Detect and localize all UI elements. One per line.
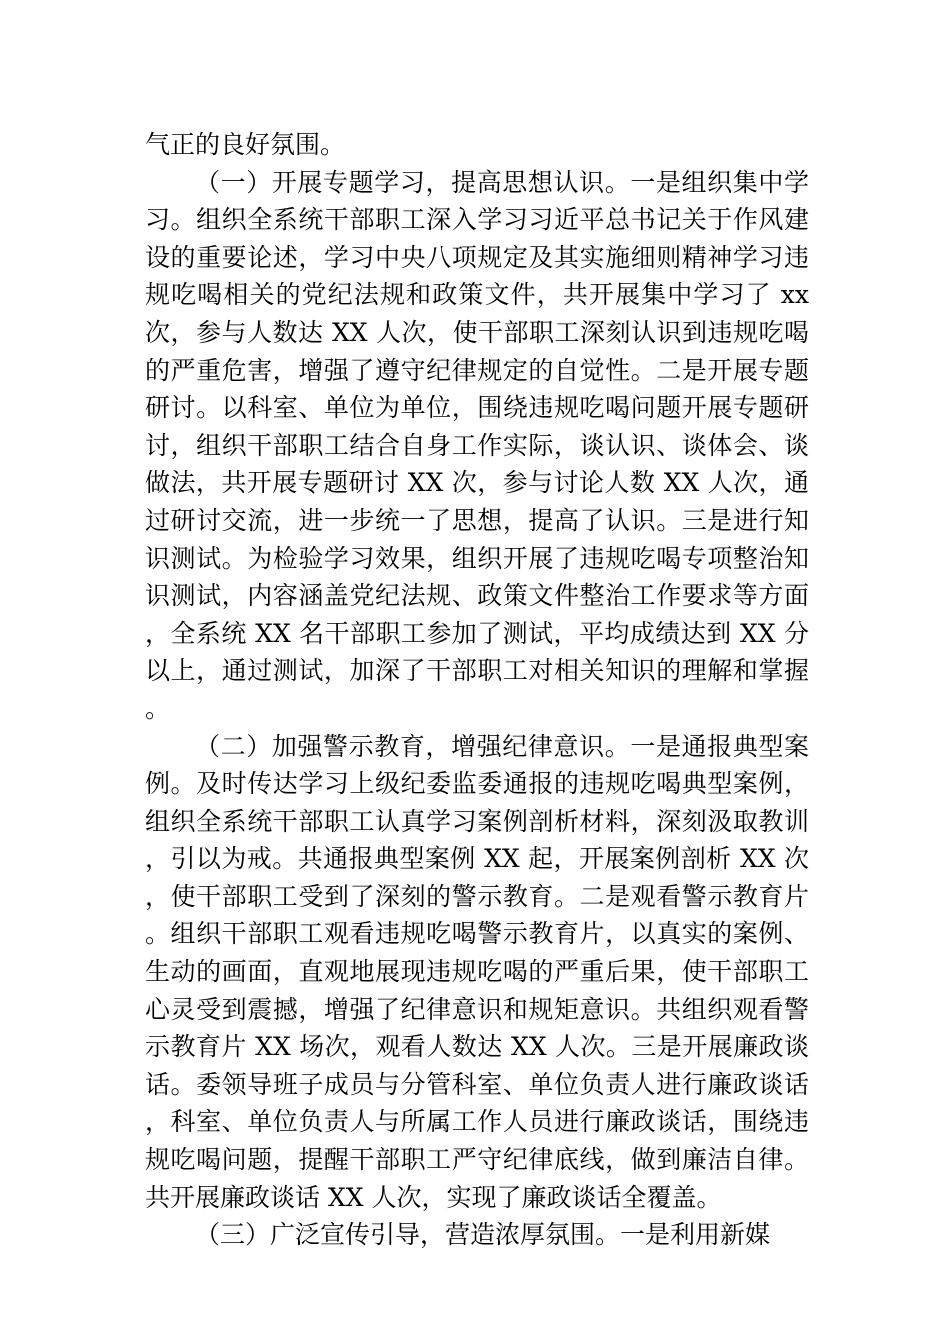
paragraph-section-1-study: （一）开展专题学习，提高思想认识。一是组织集中学习。组织全系统干部职工深入学习习近平总书记关于作风建设的重要论述，学习中央八项规定及其实施细则精神学习违规吃喝相关的党纪法规和政策文件，共开展集中学习了 xx 次，参与人数达 XX 人次，使干部职工深刻认识到违规吃喝的严重危害，增强了遵守纪律规定的自觉性。二是开展专题研讨。以科室、单位为单位，围绕违规吃喝问题开展专题研讨，组织干部职工结合自身工作实际，谈认识、谈体会、谈做法，共开展专题研讨 XX 次，参与讨论人数 XX 人次，通过研讨交流，进一步统一了思想，提高了认识。三是进行知识测试。为检验学习效果，组织开展了违规吃喝专项整治知识测试，内容涵盖党纪法规、政策文件整治工作要求等方面，全系统 XX 名干部职工参加了测试，平均成绩达到 XX 分以上，通过测试，加深了干部职工对相关知识的理解和掌握。: [145, 167, 809, 723]
document-body: [145, 126, 809, 1254]
paragraph-section-2-warning-education: （二）加强警示教育，增强纪律意识。一是通报典型案例。及时传达学习上级纪委监委通报的违规吃喝典型案例，组织全系统干部职工认真学习案例剖析材料，深刻汲取教训，引以为戒。共通报典型案例 XX 起，开展案例剖析 XX 次，使干部职工受到了深刻的警示教育。二是观看警示教育片。组织干部职工观看违规吃喝警示教育片，以真实的案例、生动的画面，直观地展现违规吃喝的严重后果，使干部职工心灵受到震撼，增强了纪律意识和规矩意识。共组织观看警示教育片 XX 场次，观看人数达 XX 人次。三是开展廉政谈话。委领导班子成员与分管科室、单位负责人进行廉政谈话，科室、单位负责人与所属工作人员进行廉政谈话，围绕违规吃喝问题，提醒干部职工严守纪律底线，做到廉洁自律。共开展廉政谈话 XX 人次，实现了廉政谈话全覆盖。: [145, 731, 809, 1212]
paragraph-section-3-publicity: （三）广泛宣传引导，营造浓厚氛围。一是利用新媒: [195, 1220, 771, 1250]
paragraph-continuation: 气正的良好氛围。: [145, 130, 346, 159]
